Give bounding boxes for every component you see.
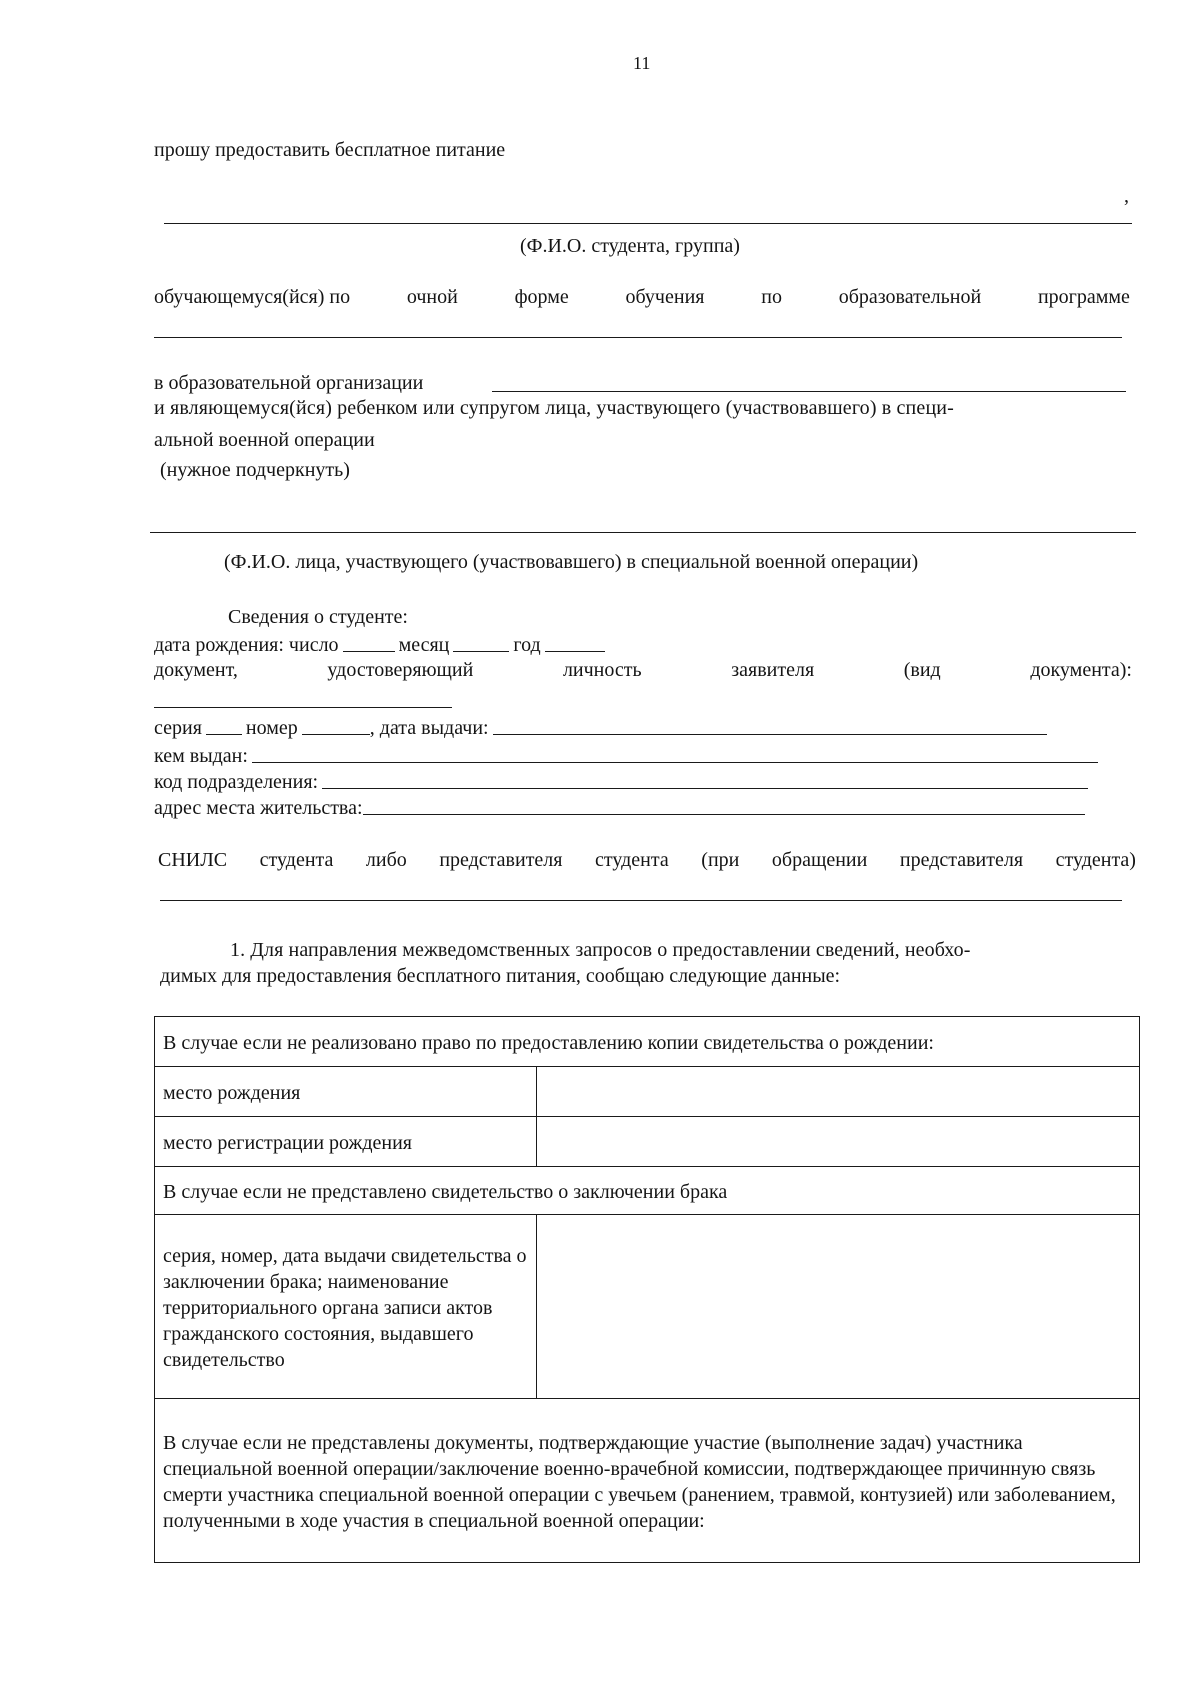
doc-word: документа): [1030,659,1132,681]
doc-word: документ, [154,659,238,681]
birth-cert-header-cell: В случае если не реализовано право по предоставлению копии свидетельства о рождении: [155,1017,1140,1067]
student-name-line [164,223,1132,224]
birth-day-blank [343,651,395,652]
marriage-details-value-cell[interactable] [537,1215,1140,1399]
study-word: обучения [625,286,705,308]
doc-word: заявителя [731,659,815,681]
snils-word: студента [259,849,334,871]
paragraph-1-line-1: 1. Для направления межведомственных запросов о предоставлении сведений, необхо- [230,939,971,961]
svo-header-cell: В случае если не представлены документы, подтверждающие участие (выполнение задач) участника специальной военной операции/заключение военно-врачебной комиссии, подтверждающее причинную связь смерти участника специальной военной операции с увечьем (ранением, травмой, контузией) или заболеванием, полученными в ходе участия в специальной военной операции: [155,1399,1140,1563]
participant-name-line [150,532,1136,533]
organization-line [492,391,1126,392]
program-line [154,337,1122,338]
series-label: серия [154,717,202,739]
division-code-blank [322,788,1088,789]
address-row [154,798,1089,818]
birth-reg-value-cell[interactable] [537,1117,1140,1167]
study-word: обучающемуся(йся) по [154,286,351,308]
paragraph-1-line-2: димых для предоставления бесплатного питания, сообщаю следующие данные: [160,965,841,987]
address-label: адрес места жительства: [154,797,363,819]
table-row [155,1067,1140,1117]
birth-day-label: дата рождения: число [154,634,339,656]
study-word: программе [1037,286,1130,308]
request-text: прошу предоставить бесплатное питание [154,139,506,161]
doc-word: (вид [903,659,941,681]
series-blank [206,734,242,735]
snils-word: студента [595,849,669,871]
issue-date-blank [493,734,1047,735]
table-row [155,1017,1140,1067]
snils-line-blank [160,900,1122,901]
study-word: очной [406,286,458,308]
number-blank [302,734,370,735]
student-name-caption: (Ф.И.О. студента, группа) [520,235,740,257]
identity-document-line [154,660,1132,680]
birth-year-blank [545,651,605,652]
passport-series-row [154,718,1051,738]
child-text-line-1: и являющемуся(йся) ребенком или супругом лица, участвующего (участвовавшего) в специ- [154,397,954,419]
study-word: форме [514,286,569,308]
number-label: номер [245,717,298,739]
doc-word: личность [562,659,642,681]
snils-word: представителя [899,849,1024,871]
page-number: 11 [633,53,651,73]
snils-word: обращении [771,849,868,871]
issue-date-label: , дата выдачи: [369,717,489,739]
table-row [155,1399,1140,1563]
table-row [155,1117,1140,1167]
marriage-header-cell: В случае если не представлено свидетельство о заключении брака [155,1167,1140,1215]
table-row [155,1215,1140,1399]
snils-word: СНИЛС [158,849,228,871]
underline-note: (нужное подчеркнуть) [160,459,350,481]
snils-word: либо [365,849,407,871]
table-row [155,1167,1140,1215]
birth-month-blank [453,651,509,652]
issued-by-blank [252,762,1098,763]
doc-word: удостоверяющий [327,659,474,681]
comma-mark: , [1124,185,1129,207]
birth-place-label-cell: место рождения [155,1067,537,1117]
address-blank [363,814,1085,815]
marriage-details-label-cell: серия, номер, дата выдачи свидетельства о заключении брака; наименование территориального органа записи актов гражданского состояния, выдавшего свидетельство [155,1215,537,1399]
organization-label: в образовательной организации [154,372,424,394]
document-type-line [154,707,452,708]
snils-word: студента) [1055,849,1136,871]
division-code-label: код подразделения: [154,771,319,793]
issued-by-row [154,746,1102,766]
snils-word: (при [701,849,740,871]
snils-line [158,850,1136,870]
birth-date-row [154,635,609,655]
division-code-row [154,772,1092,792]
study-form-line [154,287,1130,307]
birth-month-label: месяц [398,634,450,656]
study-word: по [761,286,782,308]
child-text-line-2: альной военной операции [154,429,375,451]
student-info-heading: Сведения о студенте: [228,606,408,628]
birth-place-value-cell[interactable] [537,1067,1140,1117]
birth-reg-label-cell: место регистрации рождения [155,1117,537,1167]
study-word: образовательной [838,286,982,308]
birth-year-label: год [513,634,541,656]
participant-name-caption: (Ф.И.О. лица, участвующего (участвовавшего) в специальной военной операции) [224,551,919,573]
snils-word: представителя [439,849,563,871]
issued-by-label: кем выдан: [154,745,248,767]
information-table [154,1016,1140,1563]
